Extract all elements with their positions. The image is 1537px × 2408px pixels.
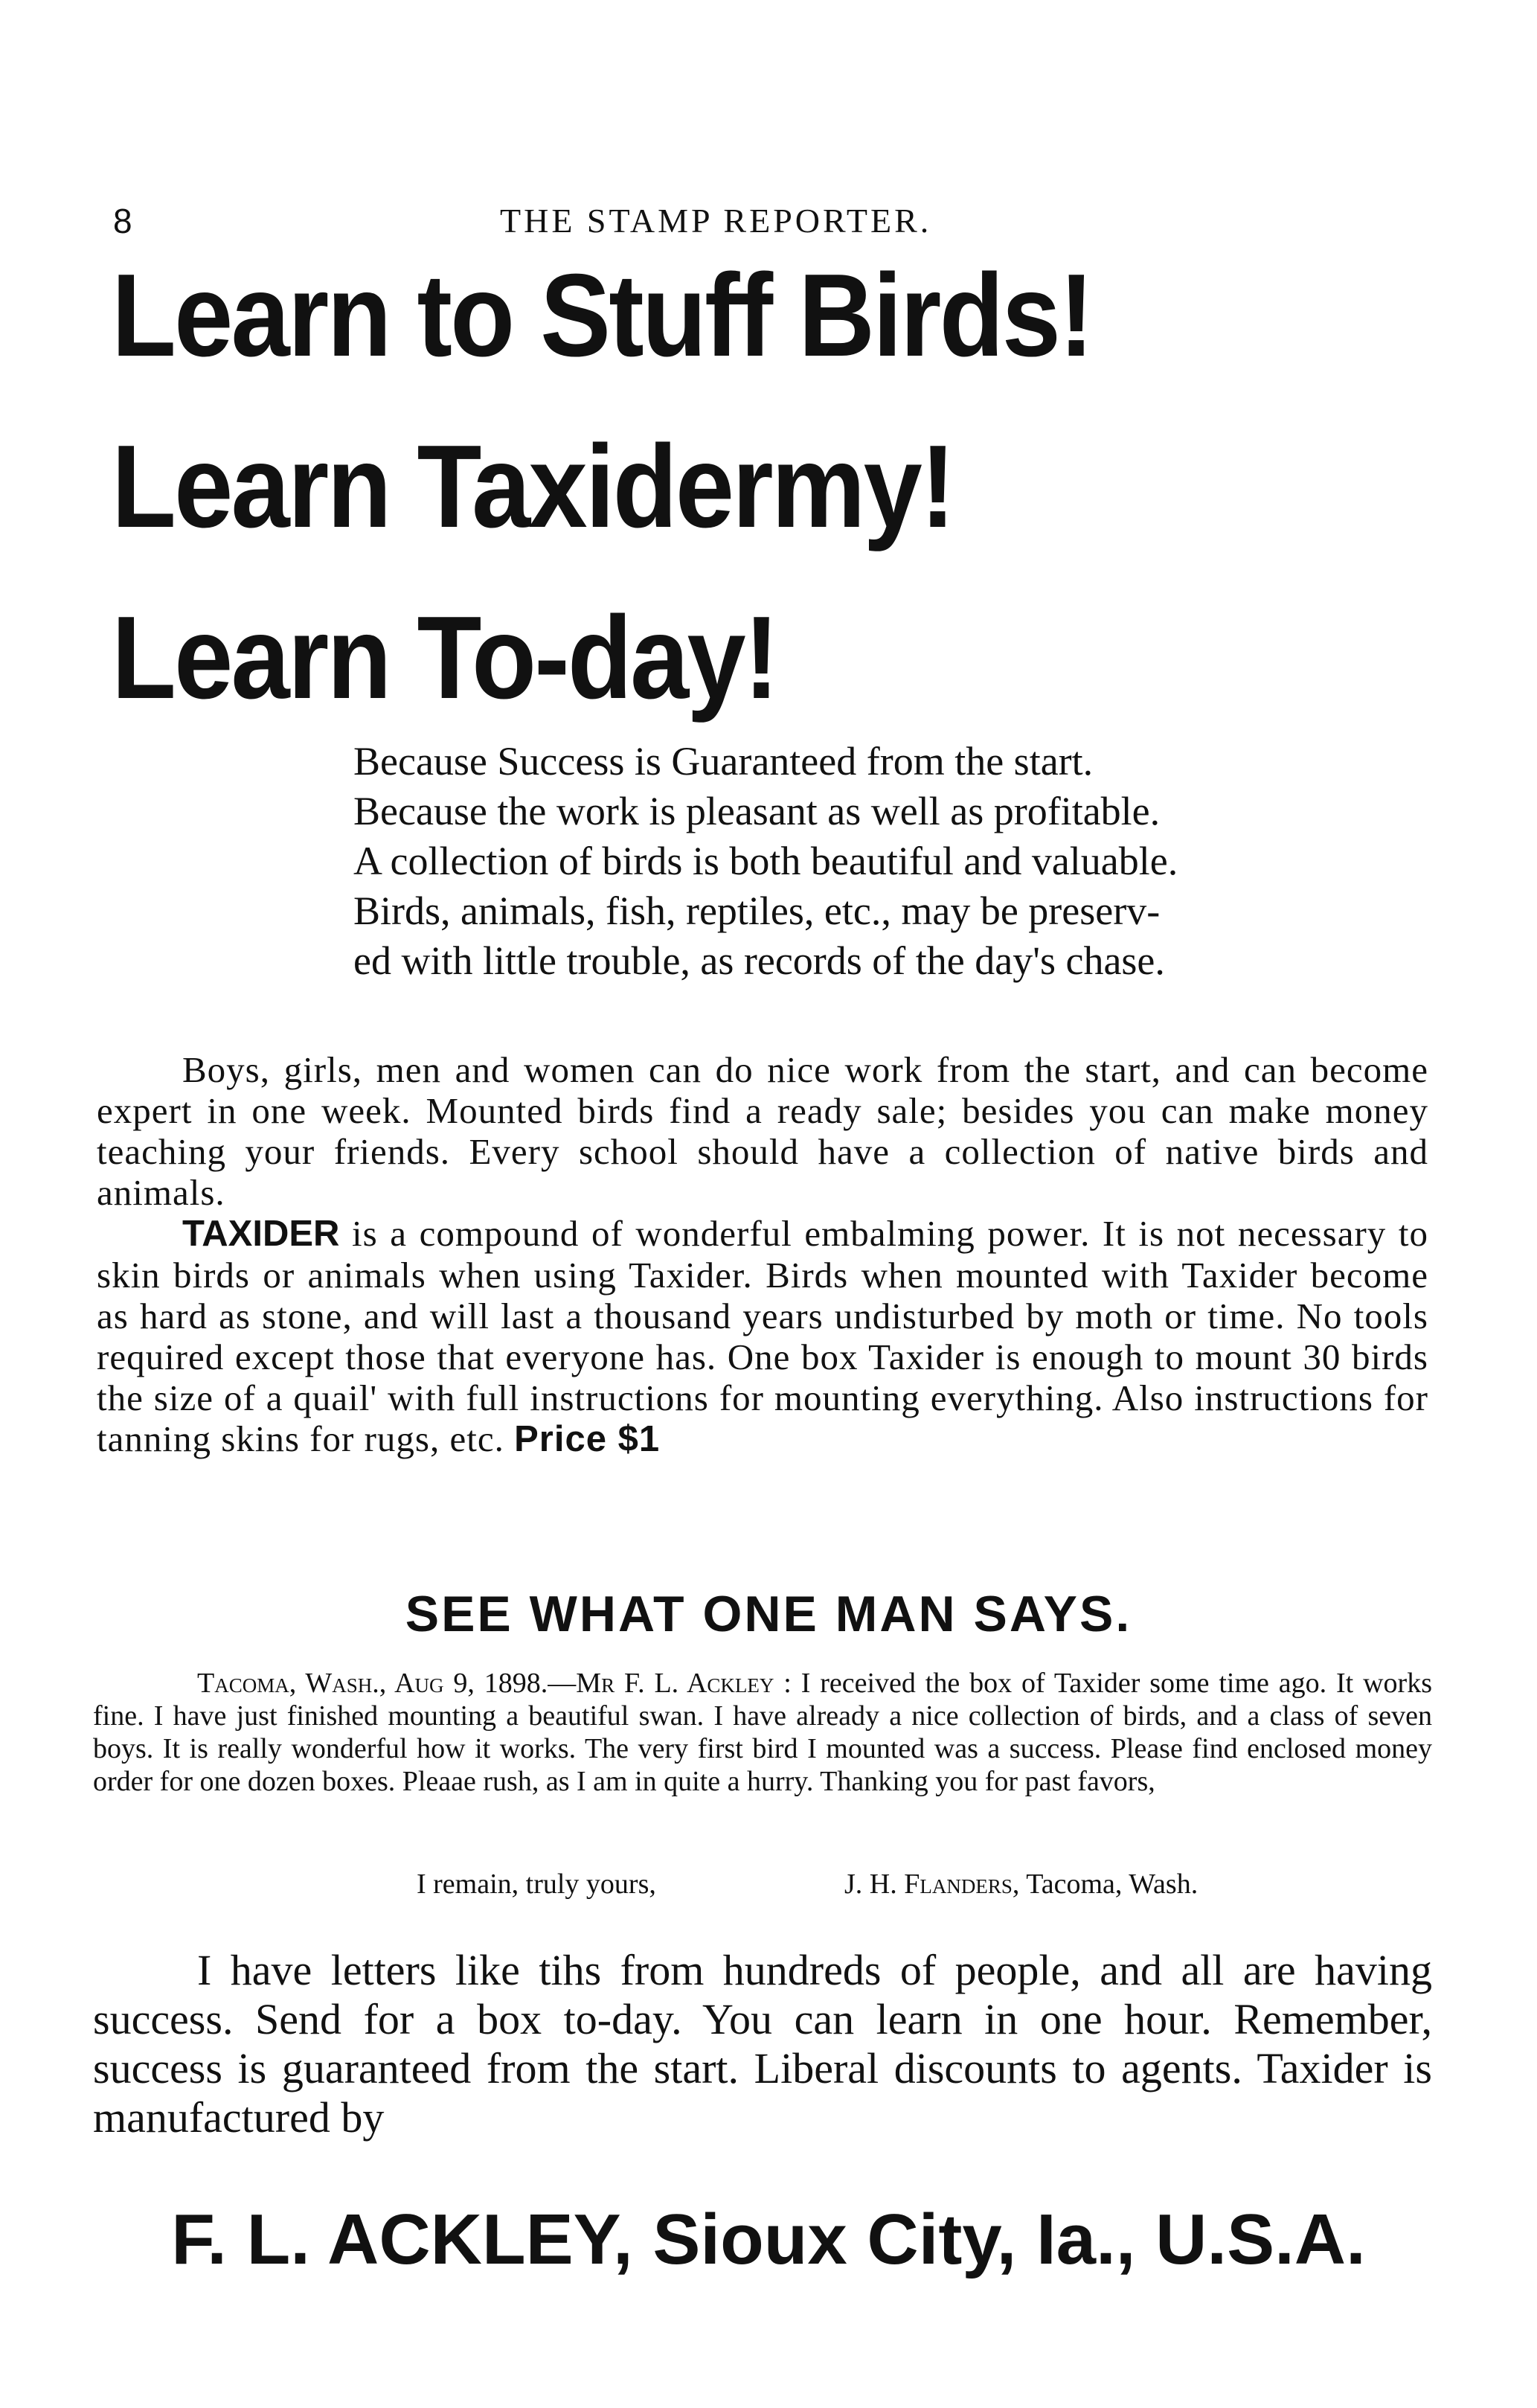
letter-dateline: Tacoma, Wash., Aug 9, 1898. bbox=[197, 1668, 548, 1699]
reasons-list bbox=[353, 737, 1440, 986]
letter-signer bbox=[844, 1868, 1198, 1901]
page-number: 8 bbox=[113, 202, 132, 240]
letter-salutation: —Mr F. L. Ackley : bbox=[548, 1668, 792, 1699]
signer-place: , Tacoma, Wash. bbox=[1012, 1869, 1199, 1900]
product-name: TAXIDER bbox=[182, 1214, 340, 1254]
reason-line: A collection of birds is both beautiful and valuable. bbox=[353, 839, 1178, 883]
price-text: Price $1 bbox=[514, 1419, 661, 1459]
reason-line: ed with little trouble, as records of the day's chase. bbox=[353, 938, 1165, 983]
closing-text: I have letters like tihs from hundreds of people, and all are having success. Send for a box to-day. You can learn in one hour. Remember, success is guaranteed from the start. Liberal discounts to agents. Taxider is manufactured by bbox=[93, 1946, 1432, 2142]
letter-body bbox=[93, 1667, 1432, 1798]
testimonial-heading: SEE WHAT ONE MAN SAYS. bbox=[405, 1586, 1132, 1642]
signer-name: J. H. Flanders bbox=[844, 1869, 1013, 1900]
manufacturer-address: F. L. ACKLEY, Sioux City, Ia., U.S.A. bbox=[171, 2200, 1366, 2279]
headline-stuff-birds: Learn to Stuff Birds! bbox=[112, 250, 1092, 381]
headline-today: Learn To-day! bbox=[112, 592, 777, 723]
testimonial-letter bbox=[93, 1667, 1432, 1798]
letter-text: I received the box of Taxider some time ago. It works fine. I have just finished mounting a beautiful swan. I have already a nice collection of birds, and a class of seven boys. It is really wonderful how it works. The very first bird I mounted was a success. Please find enclosed money order for one dozen boxes. Pleaae rush, as I am in quite a hurry. Thanking you for past favors, bbox=[93, 1668, 1432, 1797]
reason-line: Because Success is Guaranteed from the start. bbox=[353, 739, 1094, 784]
body-paragraph-audience: Boys, girls, men and women can do nice work from the start, and can become expert in one week. Mounted birds find a ready sale; besides you can make money teaching your friends. Every school should have a collection of native birds and animals. bbox=[97, 1049, 1428, 1213]
running-head: THE STAMP REPORTER. bbox=[500, 202, 932, 240]
reason-line: Because the work is pleasant as well as profitable. bbox=[353, 789, 1161, 833]
advertisement-body bbox=[97, 1049, 1428, 1460]
reason-line: Birds, animals, fish, reptiles, etc., may be preserv- bbox=[353, 888, 1161, 933]
page-header bbox=[113, 201, 1080, 246]
closing-paragraph bbox=[93, 1946, 1432, 2142]
letter-closing: I remain, truly yours, bbox=[417, 1869, 656, 1900]
product-description: is a compound of wonderful embalming power. It is not necessary to skin birds or animals when using Taxider. Birds when mounted with Taxider become as hard as stone, and will last a thousand years undisturbed by moth or time. No tools required except those that everyone has. One box Taxider is enough to mount 30 birds the size of a quail' with full instructions for mounting everything. Also instructions for tanning skins for rugs, etc. bbox=[97, 1213, 1428, 1459]
headline-taxidermy: Learn Taxidermy! bbox=[112, 421, 954, 552]
body-paragraph-taxider bbox=[97, 1213, 1428, 1460]
